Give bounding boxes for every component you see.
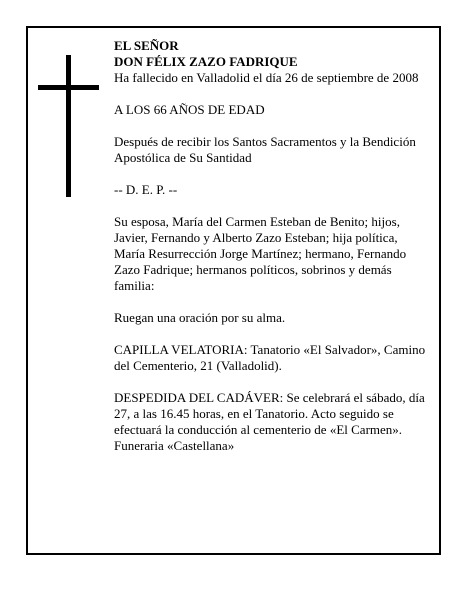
funeral-home: Funeraria «Castellana» <box>114 438 235 453</box>
chapel-info: CAPILLA VELATORIA: Tanatorio «El Salvador», Camino del Cementerio, 21 (Valladolid). <box>114 342 426 373</box>
farewell-info: DESPEDIDA DEL CADÁVER: Se celebrará el sábado, día 27, a las 16.45 horas, en el Tanatorio. Acto seguido se efectuará la conducción al cementerio de «El Carmen». <box>114 390 425 437</box>
cross-horizontal-bar <box>38 85 99 90</box>
prayer-line: Ruegan una oración por su alma. <box>114 310 286 325</box>
age-line: A LOS 66 AÑOS DE EDAD <box>114 102 265 117</box>
death-info: Ha fallecido en Valladolid el día 26 de septiembre de 2008 <box>114 70 419 85</box>
obituary-text <box>114 38 430 454</box>
deceased-name: DON FÉLIX ZAZO FADRIQUE <box>114 54 298 69</box>
family-paragraph: Su esposa, María del Carmen Esteban de Benito; hijos, Javier, Fernando y Alberto Zazo Esteban; hija política, María Resurrección Jorge Martínez; hermano, Fernando Zazo Fadrique; hermanos políticos, sobrinos y demás familia: <box>114 214 407 293</box>
cross-vertical-bar <box>66 55 71 197</box>
sacraments-line: Después de recibir los Santos Sacramentos y la Bendición Apostólica de Su Santidad <box>114 134 416 165</box>
header-title: EL SEÑOR <box>114 38 179 53</box>
rip-line: -- D. E. P. -- <box>114 182 178 197</box>
